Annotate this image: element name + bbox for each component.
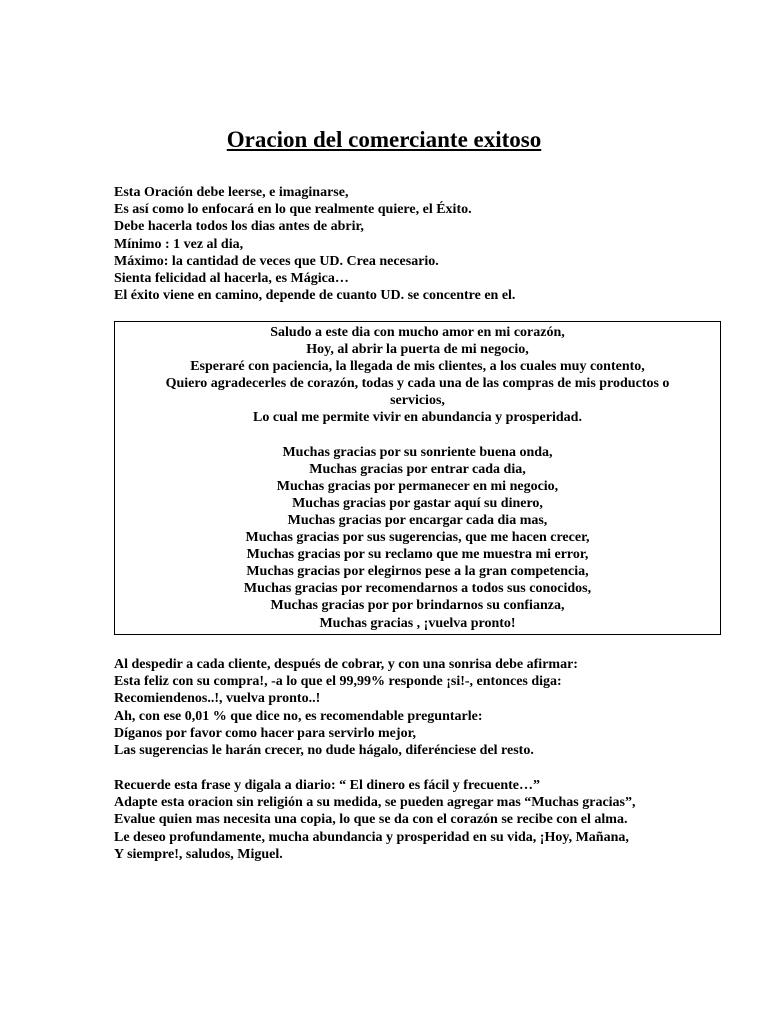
closing-paragraph bbox=[114, 777, 734, 863]
intro-line: Máximo: la cantidad de veces que UD. Crea necesario. bbox=[114, 253, 439, 269]
farewell-line: Al despedir a cada cliente, después de cobrar, y con una sonrisa debe afirmar: bbox=[114, 657, 578, 672]
intro-line: Es así como lo enfocará en lo que realmente quiere, el Éxito. bbox=[114, 202, 472, 218]
farewell-paragraph bbox=[114, 656, 734, 759]
gratitude-line: Muchas gracias por entrar cada dia, bbox=[309, 461, 526, 477]
farewell-line: Esta feliz con su compra!, -a lo que el 99,99% responde ¡si!-, entonces diga: bbox=[114, 674, 562, 690]
prayer-line: servicios, bbox=[390, 393, 445, 409]
closing-line: Y siempre!, saludos, Miguel. bbox=[114, 846, 283, 862]
gratitude-line: Muchas gracias por encargar cada dia mas, bbox=[287, 512, 548, 528]
gratitude-line: Muchas gracias , ¡vuelva pronto! bbox=[319, 615, 516, 631]
intro-paragraph bbox=[114, 184, 734, 304]
gratitude-line: Muchas gracias por permanecer en mi negocio, bbox=[276, 478, 559, 494]
intro-line: El éxito viene en camino, depende de cuanto UD. se concentre en el. bbox=[114, 288, 516, 304]
intro-line: Esta Oración debe leerse, e imaginarse, bbox=[114, 185, 349, 200]
prayer-line: Hoy, al abrir la puerta de mi negocio, bbox=[306, 342, 529, 358]
gratitude-line: Muchas gracias por elegirnos pese a la gran competencia, bbox=[246, 564, 589, 580]
closing-line: Evalue quien mas necesita una copia, lo que se da con el corazón se recibe con el alma. bbox=[114, 812, 628, 828]
farewell-line: Las sugerencias le harán crecer, no dude hágalo, diferénciese del resto. bbox=[114, 743, 534, 759]
prayer-line: Quiero agradecerles de corazón, todas y cada una de las compras de mis productos o bbox=[165, 376, 670, 392]
gratitude-line: Muchas gracias por su reclamo que me muestra mi error, bbox=[246, 547, 589, 563]
gratitude-line: Muchas gracias por gastar aquí su dinero, bbox=[292, 495, 543, 511]
gratitude-line: Muchas gracias por por brindarnos su confianza, bbox=[270, 598, 565, 614]
intro-line: Debe hacerla todos los dias antes de abrir, bbox=[114, 219, 364, 235]
gratitude-line: Muchas gracias por sus sugerencias, que me hacen crecer, bbox=[245, 530, 590, 546]
gratitude-line: Muchas gracias por su sonriente buena onda, bbox=[282, 444, 553, 460]
intro-line: Mínimo : 1 vez al dia, bbox=[114, 236, 244, 252]
farewell-line: Recomiendenos..!, vuelva pronto..! bbox=[114, 691, 321, 707]
document-title: Oracion del comerciante exitoso bbox=[226, 127, 542, 152]
closing-line: Adapte esta oracion sin religión a su medida, se pueden agregar mas “Muchas gracias”, bbox=[114, 795, 636, 811]
prayer-spacer bbox=[121, 427, 714, 444]
prayer-box bbox=[114, 321, 721, 635]
prayer-line: Lo cual me permite vivir en abundancia y prosperidad. bbox=[253, 410, 582, 426]
farewell-line: Díganos por favor como hacer para servirlo mejor, bbox=[114, 725, 416, 741]
closing-line: Recuerde esta frase y digala a diario: “ El dinero es fácil y frecuente…” bbox=[114, 778, 541, 793]
farewell-line: Ah, con ese 0,01 % que dice no, es recomendable preguntarle: bbox=[114, 708, 483, 724]
gratitude-line: Muchas gracias por recomendarnos a todos sus conocidos, bbox=[243, 581, 592, 597]
intro-line: Sienta felicidad al hacerla, es Mágica… bbox=[114, 271, 349, 287]
prayer-line: Esperaré con paciencia, la llegada de mis clientes, a los cuales muy contento, bbox=[190, 359, 645, 375]
prayer-line: Saludo a este dia con mucho amor en mi corazón, bbox=[270, 325, 565, 340]
closing-line: Le deseo profundamente, mucha abundancia y prosperidad en su vida, ¡Hoy, Mañana, bbox=[114, 829, 629, 845]
